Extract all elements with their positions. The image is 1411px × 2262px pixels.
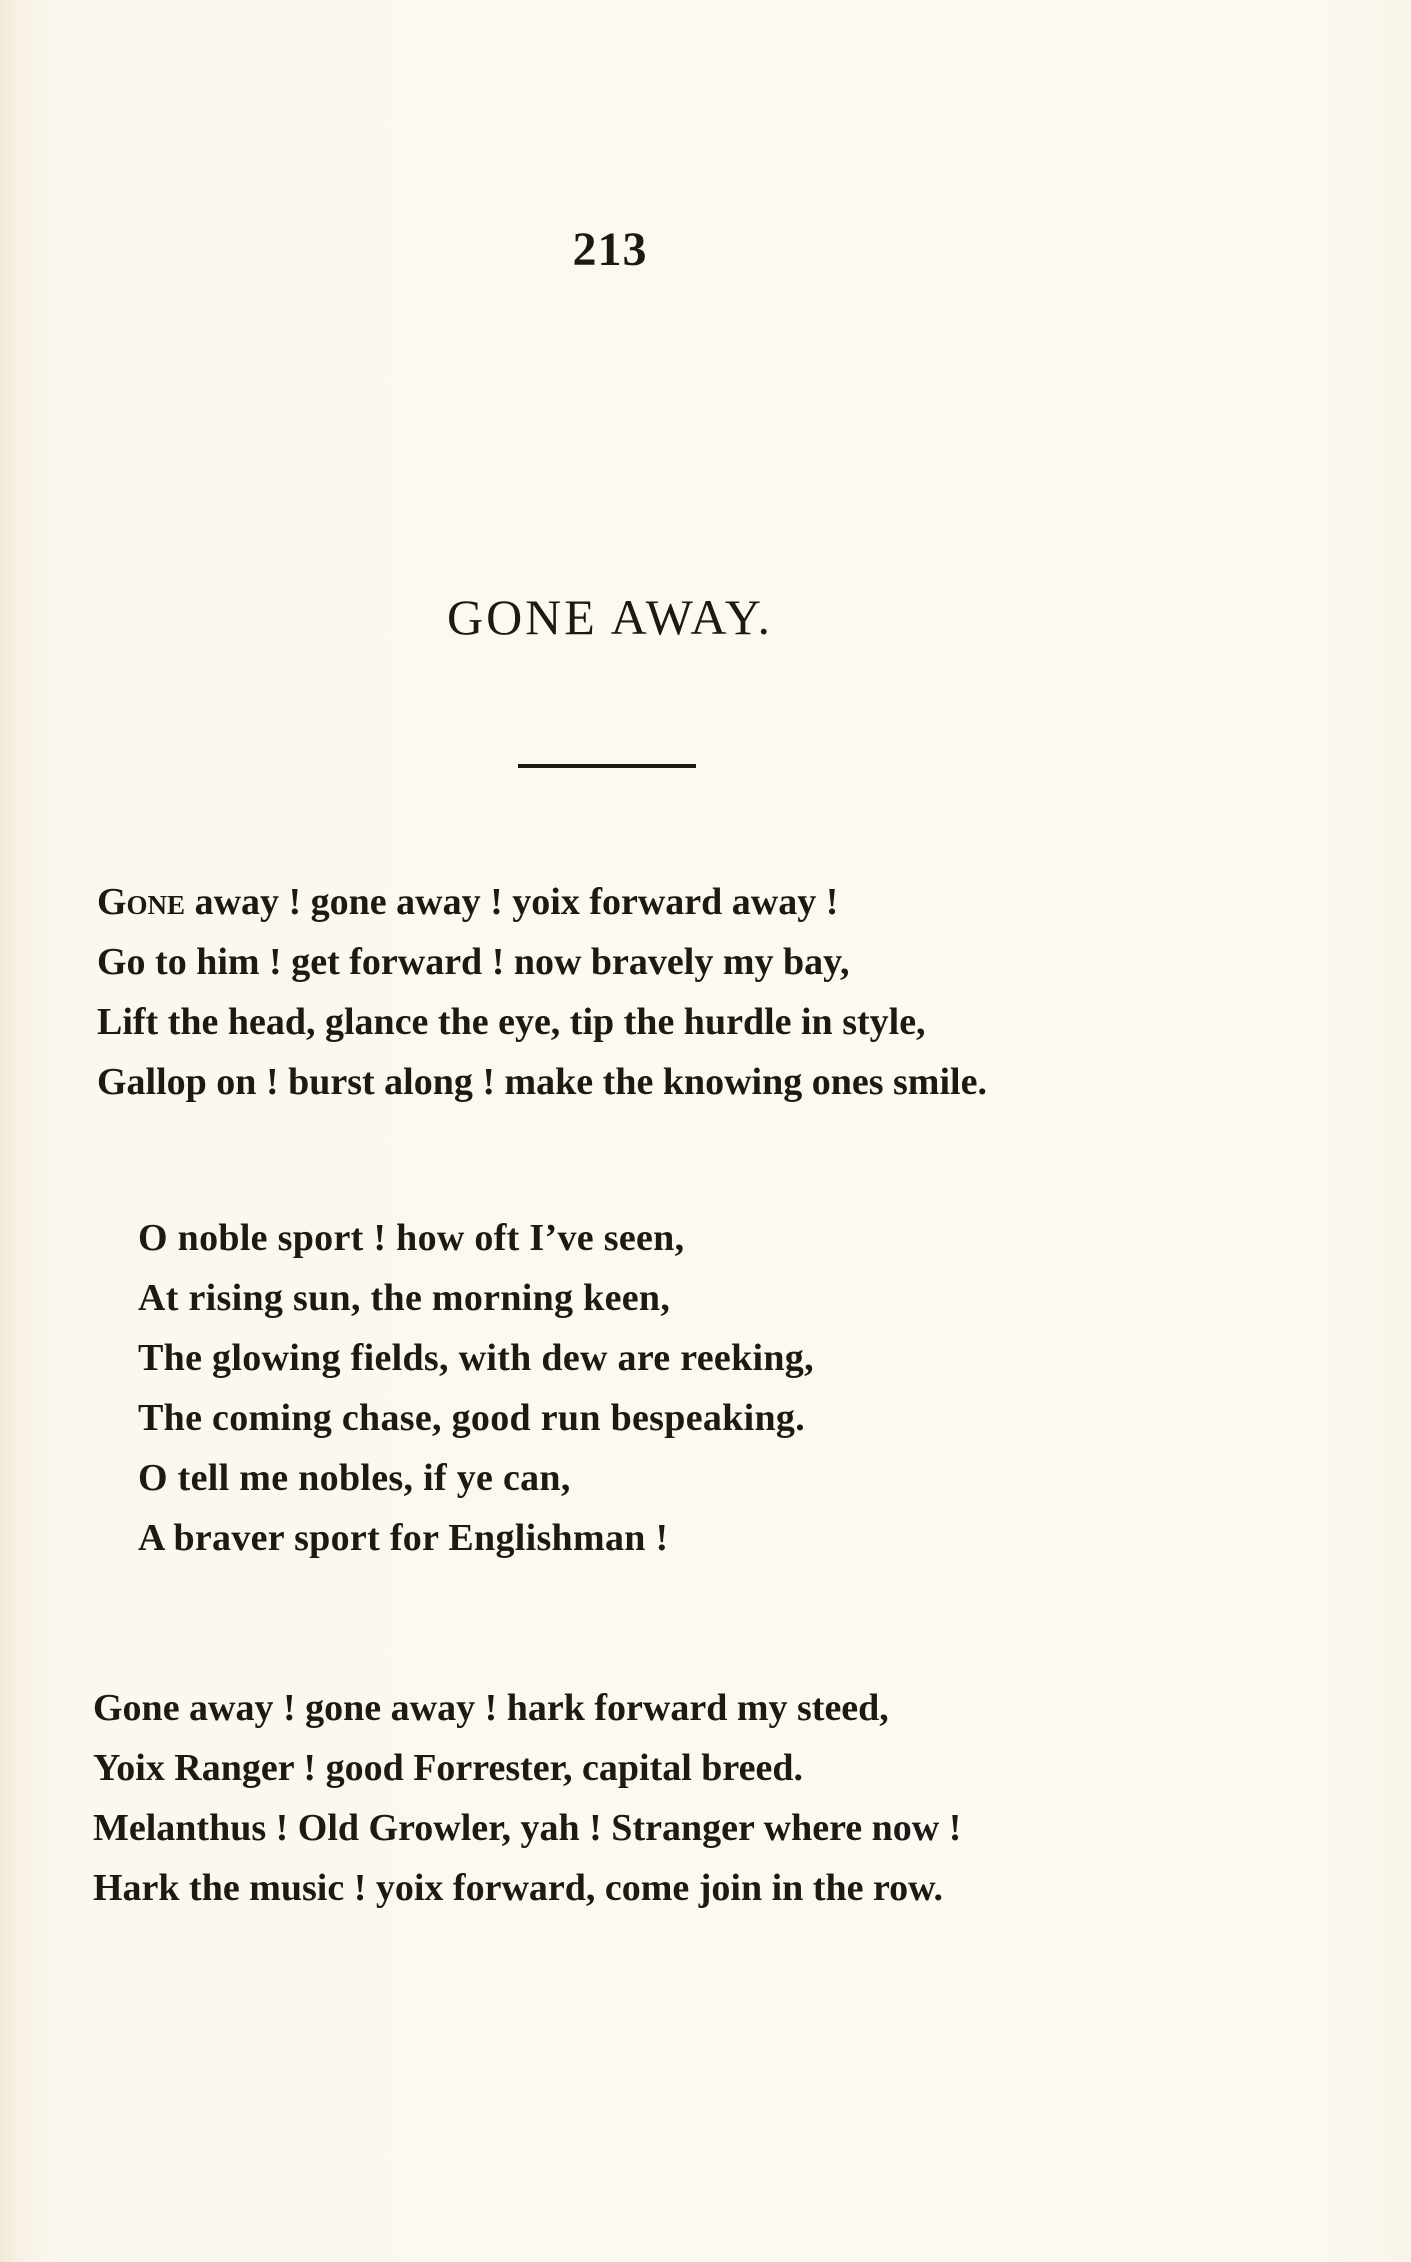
poem-line-text: away ! gone away ! yoix forward away ! [185, 881, 839, 923]
poem-line [97, 932, 987, 992]
poem-line [97, 872, 987, 932]
poem-line: The coming chase, good run bespeaking. [138, 1397, 805, 1439]
poem-line: Melanthus ! Old Growler, yah ! Stranger where now ! [93, 1807, 962, 1849]
poem-line: O tell me nobles, if ye can, [138, 1457, 571, 1499]
poem-line-text: Go to him ! get forward ! now bravely my bay, [97, 941, 850, 983]
stanza-3 [93, 1678, 961, 1918]
poem-line-lead: Gone [97, 881, 186, 923]
poem-line: The glowing fields, with dew are reeking, [138, 1337, 814, 1379]
poem-line: At rising sun, the morning keen, [138, 1277, 671, 1319]
poem-line: Yoix Ranger ! good Forrester, capital breed. [93, 1747, 803, 1789]
poem-line: Hark the music ! yoix forward, come join in the row. [93, 1867, 943, 1909]
poem-line-text: Gallop on ! burst along ! make the knowing ones smile. [97, 1061, 987, 1103]
poem-line [97, 1052, 987, 1112]
poem-line [97, 992, 987, 1052]
poem-title: GONE AWAY. [446, 589, 774, 645]
poem-line: O noble sport ! how oft I’ve seen, [138, 1217, 685, 1259]
poem-line-text: Lift the head, glance the eye, tip the hurdle in style, [97, 1001, 926, 1043]
poem-line: A braver sport for Englishman ! [138, 1517, 669, 1559]
stanza-2 [138, 1208, 814, 1568]
title-rule [518, 764, 696, 768]
stanza-1 [97, 872, 987, 1112]
poem-line: Gone away ! gone away ! hark forward my steed, [93, 1687, 889, 1729]
page-number: 213 [572, 223, 648, 276]
